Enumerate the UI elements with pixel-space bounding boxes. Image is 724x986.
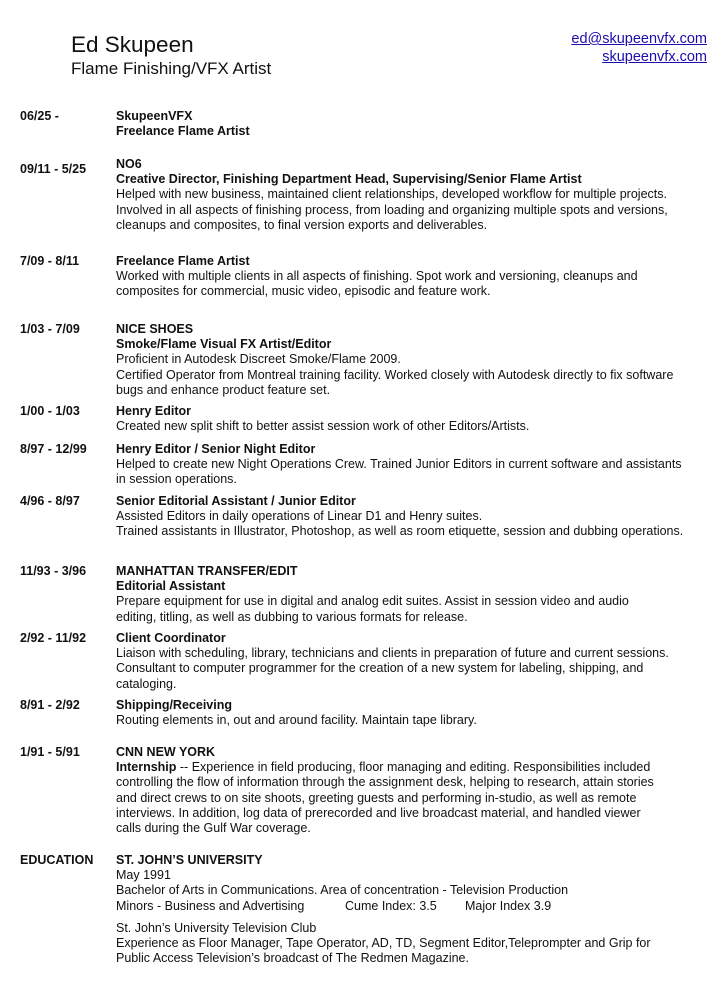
entry-role: Shipping/Receiving [116, 698, 232, 712]
website-link[interactable]: skupeenvfx.com [602, 49, 707, 65]
entry-description-line: cleanups and composites, to final version exports and deliverables. [116, 217, 488, 232]
entry-organization: CNN NEW YORK [116, 745, 216, 759]
school-name: ST. JOHN’S UNIVERSITY [116, 853, 263, 867]
entry-role: Henry Editor [116, 404, 192, 418]
entry-description-line: Helped to create new Night Operations Crew. Trained Junior Editors in current software and assistants [116, 457, 682, 472]
graduation-date: May 1991 [116, 868, 171, 883]
entry-description-line: controlling the flow of information through the assignment desk, helping to research, attain stories [116, 775, 654, 790]
entry-date: 1/91 - 5/91 [20, 745, 80, 759]
entry-description-line: Certified Operator from Montreal training facility. Worked closely with Autodesk directly to fix software [116, 367, 674, 382]
club-description-line: Experience as Floor Manager, Tape Operator, AD, TD, Segment Editor,Teleprompter and Grip for [116, 936, 651, 951]
minors-row [116, 899, 706, 914]
entry-description-line: editing, titling, as well as dubbing to various formats for release. [116, 609, 468, 624]
entry-date: 8/97 - 12/99 [20, 442, 87, 456]
entry-description-line: composites for commercial, music video, episodic and feature work. [116, 284, 491, 299]
entry-description-line: calls during the Gulf War coverage. [116, 821, 311, 836]
entry-role: Freelance Flame Artist [116, 124, 250, 139]
entry-date: 1/03 - 7/09 [20, 322, 80, 336]
entry-first-line [116, 760, 706, 775]
entry-role: Editorial Assistant [116, 579, 226, 594]
entry-description-line: Liaison with scheduling, library, technicians and clients in preparation of future and current sessions. [116, 646, 669, 661]
entry-date: 06/25 - [20, 109, 59, 123]
entry-content [116, 745, 706, 836]
entry-description-line: Created new split shift to better assist session work of other Editors/Artists. [116, 419, 530, 434]
club-description-line: Public Access Television’s broadcast of The Redmen Magazine. [116, 951, 469, 966]
entry-content [116, 157, 706, 233]
entry-content [116, 494, 706, 540]
entry-description-line: Proficient in Autodesk Discreet Smoke/Flame 2009. [116, 352, 401, 367]
entry-content [116, 698, 706, 728]
entry-role: Smoke/Flame Visual FX Artist/Editor [116, 337, 332, 352]
club-name: St. John’s University Television Club [116, 920, 317, 935]
entry-organization: NICE SHOES [116, 322, 194, 336]
cume-index: Cume Index: 3.5 [345, 898, 437, 913]
entry-content [116, 404, 706, 434]
entry-description-line: Prepare equipment for use in digital and analog edit suites. Assist in session video and audio [116, 594, 629, 609]
entry-date: 2/92 - 11/92 [20, 631, 87, 645]
major-index: Major Index 3.9 [465, 898, 552, 913]
entry-role: Senior Editorial Assistant / Junior Editor [116, 494, 356, 508]
applicant-title: Flame Finishing/VFX Artist [71, 59, 272, 78]
education-content [116, 853, 706, 966]
applicant-name: Ed Skupeen [71, 32, 194, 57]
entry-date: 1/00 - 1/03 [20, 404, 80, 418]
entry-description-line: interviews. In addition, log data of prerecorded and live broadcast material, and handled viewer [116, 805, 641, 820]
entry-date: 8/91 - 2/92 [20, 698, 80, 712]
entry-description-line: -- Experience in field producing, floor managing and editing. Responsibilities included [176, 760, 651, 775]
entry-role: Henry Editor / Senior Night Editor [116, 442, 316, 456]
entry-description-line: Involved in all aspects of finishing process, from loading and organizing multiple spots and versions, [116, 202, 668, 217]
entry-content [116, 442, 706, 488]
education-label: EDUCATION [20, 853, 94, 867]
entry-description-line: bugs and enhance product feature set. [116, 382, 331, 397]
minors: Minors - Business and Advertising [116, 898, 305, 913]
entry-content [116, 109, 706, 139]
entry-date: 11/93 - 3/96 [20, 564, 87, 578]
entry-date: 09/11 - 5/25 [20, 162, 87, 176]
entry-organization: MANHATTAN TRANSFER/EDIT [116, 564, 298, 578]
entry-role: Internship [116, 760, 177, 775]
entry-description-line: in session operations. [116, 472, 237, 487]
entry-description-line: Assisted Editors in daily operations of Linear D1 and Henry suites. [116, 509, 483, 524]
email-link[interactable]: ed@skupeenvfx.com [571, 31, 707, 47]
entry-role: Freelance Flame Artist [116, 254, 250, 268]
entry-description-line: cataloging. [116, 676, 177, 691]
entry-content [116, 564, 706, 625]
entry-role: Client Coordinator [116, 631, 226, 645]
entry-date: 4/96 - 8/97 [20, 494, 80, 508]
degree: Bachelor of Arts in Communications. Area of concentration - Television Production [116, 883, 569, 898]
entry-description-line: Trained assistants in Illustrator, Photoshop, as well as room etiquette, session and dubbing operations. [116, 524, 684, 539]
entry-role: Creative Director, Finishing Department Head, Supervising/Senior Flame Artist [116, 172, 582, 187]
entry-description-line: and direct crews to on site shoots, greeting guests and performing in-studio, as well as remote [116, 790, 637, 805]
entry-description-line: Worked with multiple clients in all aspects of finishing. Spot work and versioning, cleanups and [116, 269, 638, 284]
entry-description-line: Routing elements in, out and around facility. Maintain tape library. [116, 713, 477, 728]
entry-content [116, 631, 706, 692]
entry-date: 7/09 - 8/11 [20, 254, 80, 268]
entry-content [116, 254, 706, 300]
entry-description-line: Helped with new business, maintained client relationships, developed workflow for multiple projects. [116, 187, 667, 202]
entry-description-line: Consultant to computer programmer for the creation of a new system for labeling, shipping, and [116, 661, 644, 676]
entry-organization: SkupeenVFX [116, 109, 193, 123]
entry-content [116, 322, 706, 398]
contact-info [571, 30, 707, 66]
entry-organization: NO6 [116, 157, 142, 171]
